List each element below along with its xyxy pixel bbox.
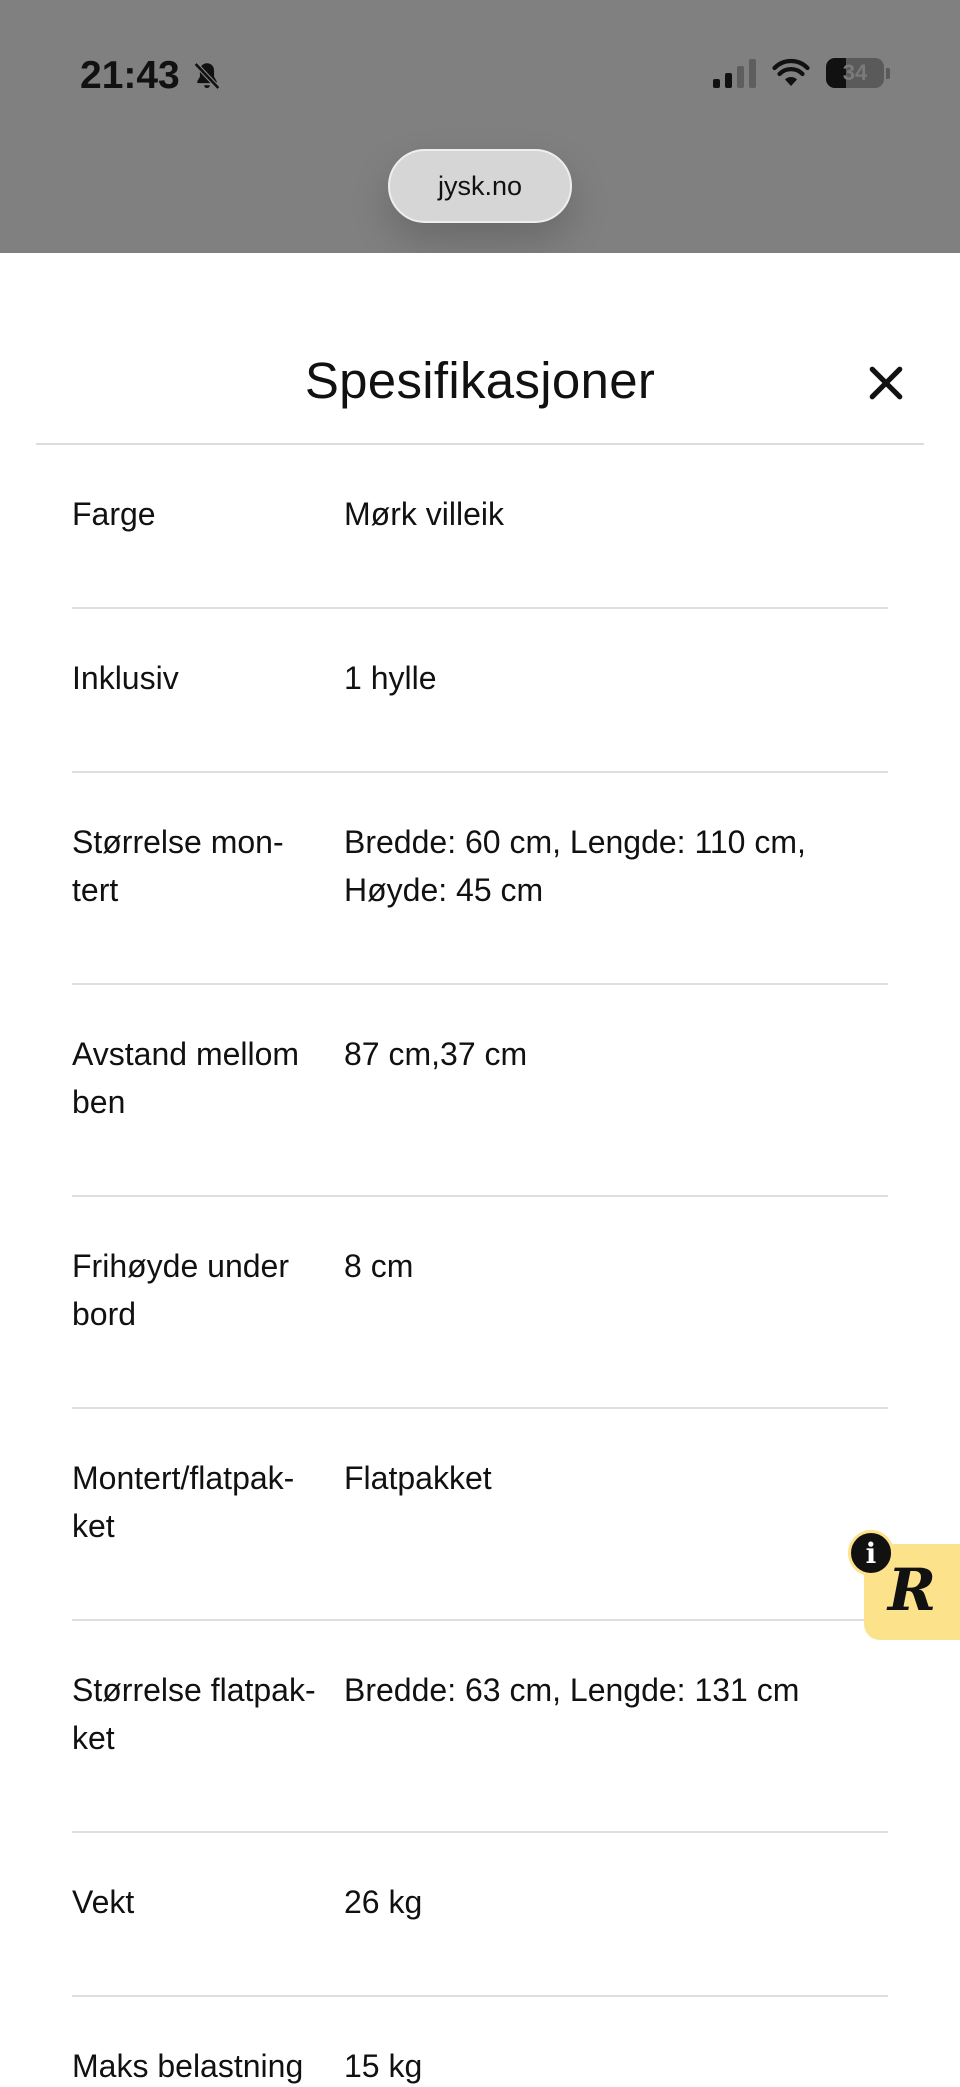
spec-value: 1 hylle [344, 660, 437, 696]
bell-slash-icon [190, 59, 224, 93]
info-icon[interactable] [848, 1530, 894, 1576]
svg-text:R: R [887, 1560, 937, 1624]
spec-row-avstand-mellom-ben [72, 985, 888, 1197]
spec-row-storrelse-montert [72, 773, 888, 985]
status-and-browser-bar [0, 0, 960, 253]
info-letter: i [865, 1536, 877, 1570]
spec-value: 15 kg [344, 2048, 423, 2084]
spec-label: Avstand mellom ben [72, 1036, 300, 1120]
spec-label: Farge [72, 496, 156, 532]
sheet-header [0, 253, 960, 445]
spec-label: Vekt [72, 1884, 135, 1920]
status-time: 21:43 [80, 54, 180, 97]
spec-value: 87 cm,37 cm [344, 1036, 528, 1072]
spec-row-vekt [72, 1833, 888, 1997]
spec-value: 8 cm [344, 1248, 414, 1284]
spec-label: Inklusiv [72, 660, 179, 696]
status-time-group [80, 54, 224, 98]
spec-label: Montert/flatpak- ket [72, 1460, 295, 1544]
close-icon[interactable] [864, 361, 908, 405]
spec-row-farge [72, 445, 888, 609]
spec-value: Mørk villeik [344, 496, 504, 532]
spec-value: 26 kg [344, 1884, 423, 1920]
spec-label: Størrelse flatpak- ket [72, 1672, 316, 1756]
specifications-sheet [0, 253, 960, 2087]
spec-row-frihoyde-under-bord [72, 1197, 888, 1409]
spec-label: Maks belastning [72, 2048, 304, 2084]
cellular-signal-icon [713, 58, 756, 88]
wifi-icon [772, 58, 810, 88]
spec-value: Bredde: 63 cm, Lengde: 131 cm [344, 1672, 800, 1708]
spec-value: Flatpakket [344, 1460, 492, 1496]
url-bar[interactable] [388, 149, 572, 223]
sheet-title: Spesifikasjoner [304, 352, 656, 409]
spec-row-storrelse-flatpakket [72, 1621, 888, 1833]
spec-label: Frihøyde under bord [72, 1248, 289, 1332]
status-indicators [713, 58, 890, 88]
spec-row-montert-flatpakket [72, 1409, 888, 1621]
url-text: jysk.no [437, 170, 523, 201]
battery-icon [826, 58, 890, 88]
spec-value: Bredde: 60 cm, Lengde: 110 cm, Høyde: 45 cm [344, 824, 806, 908]
spec-row-maks-belastning [72, 1997, 888, 2087]
spec-row-inklusiv [72, 609, 888, 773]
spec-list [72, 445, 888, 2087]
spec-label: Størrelse mon- tert [72, 824, 284, 908]
battery-level: 34 [842, 60, 868, 85]
